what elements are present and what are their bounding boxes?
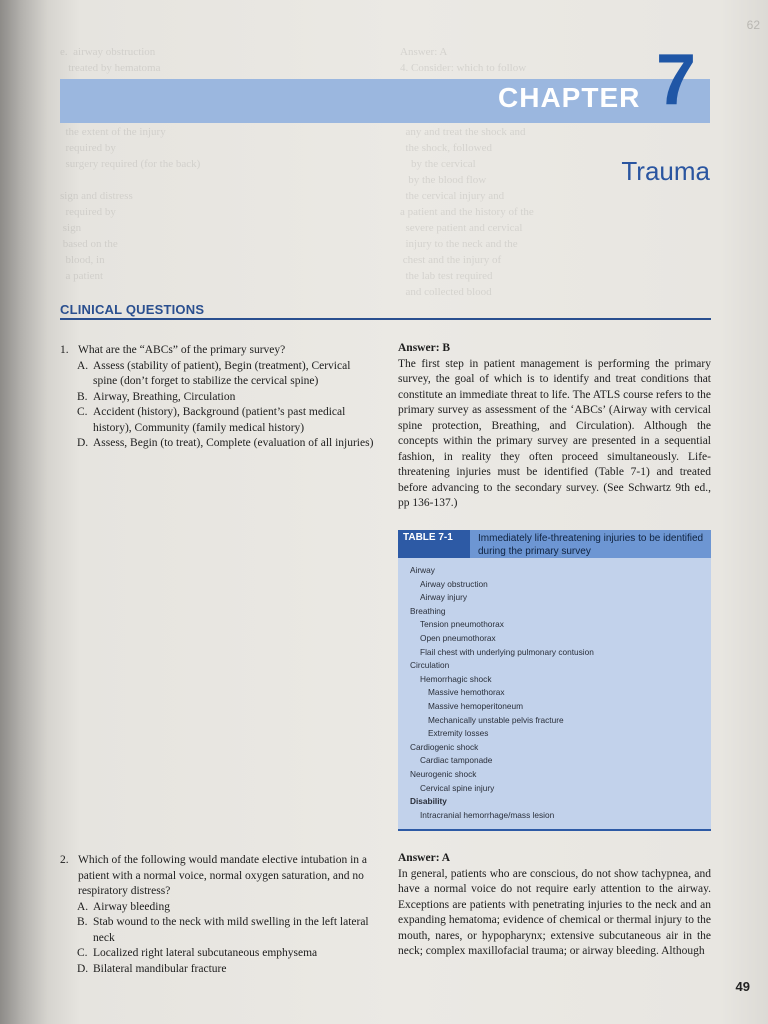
page-number: 49 [735,979,750,994]
table-row: Intracranial hemorrhage/mass lesion [420,809,555,820]
table-row: Flail chest with underlying pulmonary contusion [420,646,594,657]
option-text: Bilateral mandibular fracture [93,962,227,975]
question-2 [60,853,376,977]
question-text: What are the “ABCs” of the primary survey? [78,344,286,356]
question-number: 2. [60,854,69,866]
option-letter: C. [77,947,88,959]
option [60,359,376,390]
option [60,436,376,452]
option [60,900,376,916]
answer-text: The first step in patient management is performing the primary survey, the goal of which is to identify and treat conditions that constitute an immediate threat to life. The ATLS course refers to the primary survey as assessment of the ‘ABCs’ (Airway with cervical spine protection, Breathing, and Circulation). Although the concepts within the primary survey are presented in a sequential fashion, in reality they often proceed simultaneously. Life-threatening injuries must be identified (Table 7-1) and treated before advancing to the secondary survey. (See Schwartz 9th ed., pp 136-137.) [398,357,711,509]
option-letter: B. [77,390,88,403]
option-letter: A. [77,359,89,372]
table-7-1 [398,530,711,830]
table-caption: Immediately life-threatening injuries to be identified during the primary survey [470,530,711,558]
table-row: Extremity losses [428,728,489,739]
table-row: Airway [410,565,435,575]
question-text: Which of the following would mandate elective intubation in a patient with a normal voice, normal oxygen saturation, and no respiratory distress? [78,854,368,897]
question-stem [60,853,376,900]
chapter-title: Trauma [621,156,710,186]
option-text: Assess (stability of patient), Begin (treatment), Cervical spine (don’t forget to stabilize the cervical spine) [93,359,351,387]
option-letter: D. [77,437,89,449]
option-text: Localized right lateral subcutaneous emphysema [93,947,318,959]
option-letter: D. [77,962,89,975]
answer-2 [398,851,711,960]
option-text: Assess, Begin (to treat), Complete (evaluation of all injuries) [93,437,374,449]
table-row: Tension pneumothorax [420,619,504,630]
table-label: TABLE 7-1 [398,530,470,558]
table-row: Circulation [410,660,450,671]
option [60,946,376,962]
table-row: Neurogenic shock [410,768,477,779]
option-text: Accident (history), Background (patient’s past medical history), Community (family medical history) [93,406,346,434]
option-text: Airway bleeding [93,900,170,913]
option [60,405,376,436]
table-row: Open pneumothorax [420,632,496,643]
table-row: Cardiac tamponade [420,755,493,766]
bleed-folio: 62 [746,18,760,32]
section-rule [60,318,711,320]
bleed-through-text: e. airway obstruction treated by hematoma the extent of the injury required by surgery required (for the back) sign and distress required by sign based on the blood, in a patient [60,46,201,282]
question-stem [60,343,376,359]
table-body [410,564,594,822]
table-row: Massive hemothorax [428,687,505,698]
option-letter: A. [77,900,89,913]
answer-text: In general, patients who are conscious, do not show tachypnea, and have a normal voice do not require early attention to the airway. Exceptions are patients with penetrating injuries to the neck and an expanding hematoma; evidence of chemical or thermal injury to the mouth, nares, or hypopharynx; extensive subcutaneous air in the neck; complex maxillofacial trauma; or airway bleeding. Although [398,867,711,957]
table-row: Airway obstruction [420,578,488,589]
option [60,390,376,406]
table-row: Massive hemoperitoneum [428,700,523,711]
chapter-number: 7 [656,40,697,120]
chapter-label: CHAPTER [498,82,641,113]
table-row: Disability [410,796,447,807]
table-row: Cardiogenic shock [410,741,479,752]
question-1 [60,343,376,452]
option-text: Stab wound to the neck with mild swelling in the left lateral neck [93,916,369,944]
table-bottom-rule [398,829,711,831]
bleed-through-text: Answer: A 4. Consider: which to follow any and treat the shock and the shock, followed by the cervical by the blood flow the cervical injury and a patient and the history of the severe patient and cervical injury to the neck and the chest and the injury of the lab test required and collected blood [400,46,534,298]
option-letter: C. [77,406,88,418]
option-text: Airway, Breathing, Circulation [93,390,236,403]
table-row: Breathing [410,605,446,616]
table-row: Hemorrhagic shock [420,673,492,684]
table-row: Mechanically unstable pelvis fracture [428,714,564,725]
option [60,915,376,946]
answer-1 [398,341,711,512]
option-letter: B. [77,916,88,928]
table-row: Airway injury [420,592,468,603]
question-number: 1. [60,344,69,356]
answer-heading: Answer: A [398,852,451,864]
option [60,962,376,978]
table-row: Cervical spine injury [420,782,495,793]
answer-heading: Answer: B [398,342,451,354]
section-heading: CLINICAL QUESTIONS [60,302,205,317]
